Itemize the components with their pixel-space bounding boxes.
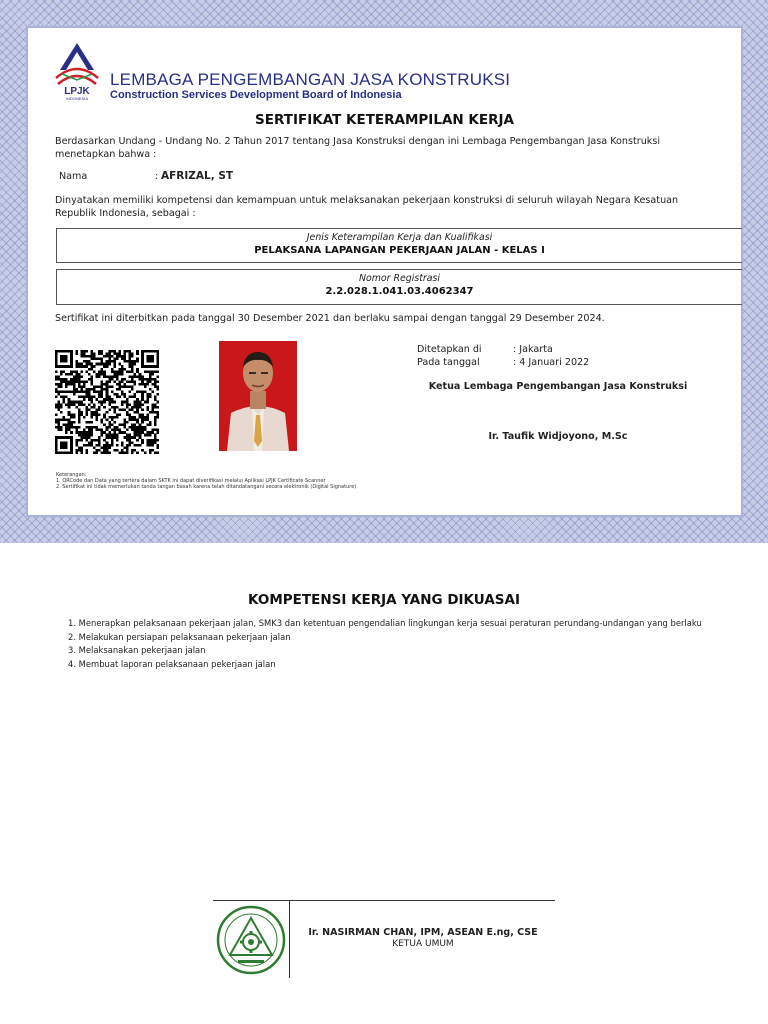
logo-text: LPJK [64,86,90,97]
registration-number: 2.2.028.1.041.03.4062347 [325,286,474,297]
list-item: 3. Melaksanakan pekerjaan jalan [68,645,206,655]
list-item: 1. Menerapkan pelaksanaan pekerjaan jalan, SMK3 dan ketentuan pengendalian lingkungan kerja sesuai peraturan perundang-undangan yang berlaku [68,618,702,628]
competencies-title: KOMPETENSI KERJA YANG DIKUASAI [248,592,520,608]
chair-name: Ir. Taufik Widjoyono, M.Sc [488,431,628,442]
lpjk-logo [52,40,102,102]
registration-box [56,269,742,305]
issued-on-label: Pada tanggal [417,357,480,368]
issued-at-value: : Jakarta [513,344,553,355]
qr-code [55,350,159,454]
note-item: 2. Sertifikat ini tidak memerlukan tanda tangan basah karena telah ditandatangani secara elektronik (Digital Signature) [56,484,357,490]
footer-divider [213,900,555,901]
name-label: Nama [59,171,88,182]
org-subtitle: Construction Services Development Board of Indonesia [110,89,402,101]
signature-block [417,344,717,442]
footer-signer-role: KETUA UMUM [392,939,454,949]
skill-caption: Jenis Keterampilan Kerja dan Kualifikasi [306,232,493,243]
intro-text: Berdasarkan Undang - Undang No. 2 Tahun 2017 tentang Jasa Konstruksi dengan ini Lembaga Pengembangan Jasa Konstruksi menetapkan bahwa : [55,136,660,160]
skill-value: PELAKSANA LAPANGAN PEKERJAAN JALAN - KELAS I [254,245,545,256]
notes-title: Keterangan: [56,472,87,478]
list-item: 4. Membuat laporan pelaksanaan pekerjaan jalan [68,658,276,669]
certificate-page [28,28,741,515]
competencies-list [68,617,702,671]
holder-photo [219,341,297,451]
holder-name: AFRIZAL, ST [161,170,234,182]
logo-subtext: INDONESIA [65,96,89,101]
notes [56,472,356,490]
issued-on-value: : 4 Januari 2022 [513,357,590,368]
footer-signer-name: Ir. NASIRMAN CHAN, IPM, ASEAN E.ng, CSE [308,927,538,938]
org-name: LEMBAGA PENGEMBANGAN JASA KONSTRUKSI [110,70,511,89]
association-seal-icon [216,905,286,975]
skill-box [56,228,742,263]
issued-at-label: Ditetapkan di [417,344,482,355]
list-item: 2. Melakukan persiapan pelaksanaan pekerjaan jalan [68,631,291,642]
name-colon: : [155,171,159,182]
statement-text: Dinyatakan memiliki kompetensi dan kemampuan untuk melaksanakan pekerjaan konstruksi di seluruh wilayah Negara Kesatuan Republik Indonesia, sebagai : [55,195,679,219]
registration-caption: Nomor Registrasi [359,273,440,284]
chair-title: Ketua Lembaga Pengembangan Jasa Konstruksi [428,381,688,392]
certificate-title: SERTIFIKAT KETERAMPILAN KERJA [255,112,514,128]
validity-text: Sertifikat ini diterbitkan pada tanggal 30 Desember 2021 dan berlaku sampai dengan tanggal 29 Desember 2024. [55,313,605,324]
note-item: 1. QRCode dan Data yang tertera dalam SKTK ini dapat diverifikasi melalui Aplikasi LPJK Certificate Scanner [56,478,326,484]
